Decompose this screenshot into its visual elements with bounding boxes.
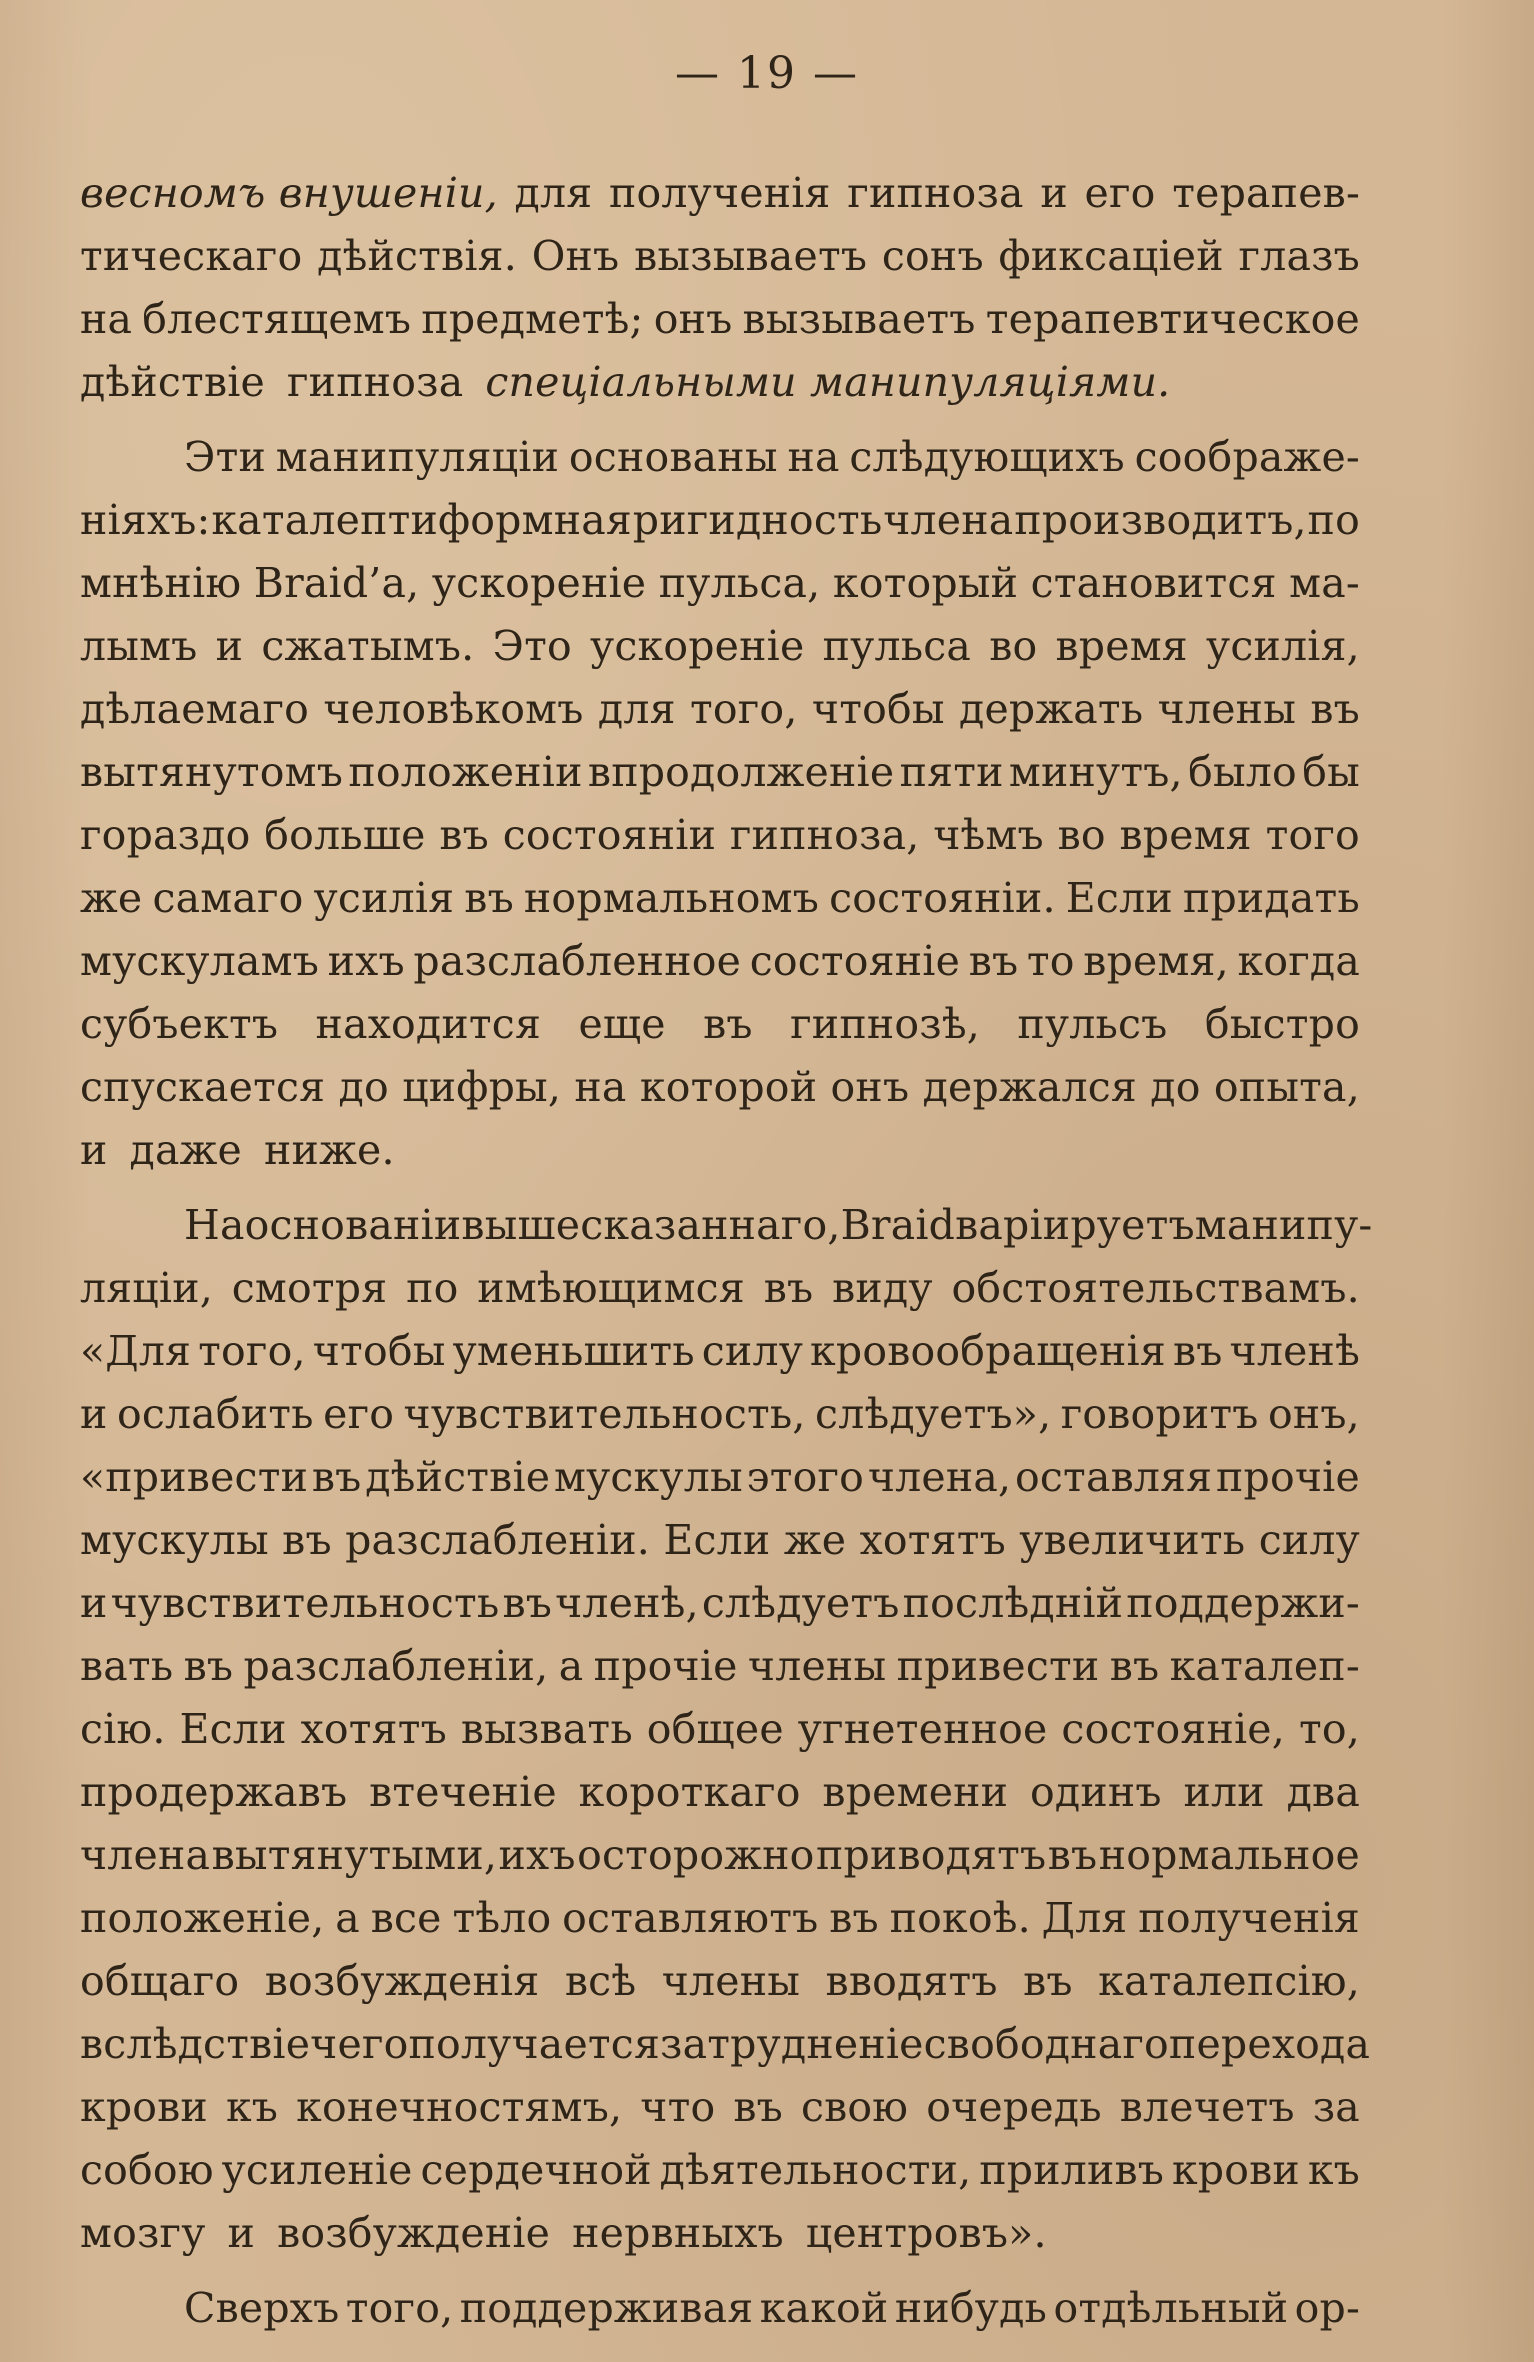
- word: увеличить: [1019, 1516, 1246, 1564]
- text-line: [80, 1056, 1360, 1119]
- word: же: [80, 874, 143, 922]
- word: слѣдующихъ: [849, 433, 1125, 481]
- word: вслѣдствіе: [80, 2020, 311, 2068]
- word: поддерживая: [459, 2284, 754, 2332]
- word: основаны: [568, 433, 778, 481]
- word: и: [227, 2209, 256, 2257]
- word: въ: [968, 937, 1019, 985]
- word: когда: [1237, 937, 1360, 985]
- word: въ: [1172, 1327, 1223, 1375]
- word: состояніи.: [829, 874, 1056, 922]
- word: гипноза: [847, 169, 1024, 217]
- word: осторожно: [577, 1831, 815, 1879]
- text-line: [80, 1761, 1360, 1824]
- word: на: [80, 295, 133, 343]
- word: возбужденіе: [277, 2209, 551, 2257]
- word: блестящемъ: [142, 295, 412, 343]
- word: получается: [408, 2020, 661, 2068]
- text-line: [80, 1572, 1360, 1635]
- word: уменьшить: [452, 1327, 695, 1375]
- word: онъ,: [1267, 1390, 1360, 1438]
- word: прочіе: [593, 1642, 738, 1690]
- word: вать: [80, 1642, 174, 1690]
- word: гораздо: [80, 811, 251, 859]
- word: ригидность: [632, 496, 883, 544]
- word: положеніи: [348, 748, 583, 796]
- word: состояніе: [749, 937, 961, 985]
- word: на: [574, 1063, 627, 1111]
- word: сію.: [80, 1705, 166, 1753]
- word: еще: [578, 1000, 666, 1048]
- word: ор-: [1294, 2284, 1360, 2332]
- word: вытянутомъ: [80, 748, 344, 796]
- word: даже: [129, 1126, 243, 1174]
- word: ускореніе: [431, 559, 647, 607]
- word: имѣющимся: [477, 1264, 745, 1312]
- text-line: [80, 1824, 1360, 1887]
- word: сердечной: [420, 2146, 652, 2194]
- word: мозгу: [80, 2209, 206, 2257]
- word: крови: [80, 2083, 208, 2131]
- word: хотятъ: [300, 1705, 447, 1753]
- word: минутъ,: [1008, 748, 1183, 796]
- word: ниже.: [264, 1126, 395, 1174]
- word: въ: [1047, 1831, 1098, 1879]
- word: тѣло: [452, 1894, 552, 1942]
- word: возбужденія: [264, 1957, 540, 2005]
- word: полученія: [608, 169, 831, 217]
- word: пяти: [899, 748, 1004, 796]
- word: ослабить: [116, 1390, 314, 1438]
- word: Если: [663, 1516, 771, 1564]
- word: въ: [1310, 685, 1360, 733]
- text-line: [80, 2202, 1360, 2265]
- word: что: [640, 2083, 716, 2131]
- word: говоритъ: [1060, 1390, 1259, 1438]
- text-line: [80, 225, 1360, 288]
- word: поддержи-: [1126, 1579, 1360, 1627]
- word: крови: [1171, 2146, 1300, 2194]
- word: вызываетъ: [742, 295, 976, 343]
- word: каталепсію,: [1098, 1957, 1360, 2005]
- word: по: [1307, 496, 1360, 544]
- word: члена: [80, 1831, 211, 1879]
- word: соображе-: [1134, 433, 1360, 481]
- text-line: [80, 2139, 1360, 2202]
- word: членѣ,: [555, 1579, 699, 1627]
- word: состояніи: [502, 811, 717, 859]
- word: перехода: [1168, 2020, 1371, 2068]
- word: до: [338, 1063, 389, 1111]
- word: дѣятельности,: [659, 2146, 972, 2194]
- word: для: [514, 169, 593, 217]
- word: слѣдуетъ: [701, 1579, 900, 1627]
- word: этого: [746, 1453, 865, 1501]
- word: въ: [311, 1453, 362, 1501]
- word: варіируетъ: [955, 1201, 1195, 1249]
- word: дѣлаемаго: [80, 685, 310, 733]
- word: его: [323, 1390, 395, 1438]
- word: Эти: [184, 433, 266, 481]
- word: въ: [502, 1579, 553, 1627]
- italic-word: весномъ внушеніи,: [80, 169, 498, 217]
- word: члены: [747, 1642, 887, 1690]
- text-line: [80, 552, 1360, 615]
- word: находится: [315, 1000, 542, 1048]
- text-line: [80, 804, 1360, 867]
- word: по: [406, 1264, 459, 1312]
- word: Если: [1065, 874, 1173, 922]
- text-line: [80, 489, 1360, 552]
- word: мускулы: [553, 1453, 743, 1501]
- word: въ: [1109, 1642, 1160, 1690]
- word: въ: [733, 2083, 783, 2131]
- word: членѣ: [1229, 1327, 1360, 1375]
- word: собою: [80, 2146, 214, 2194]
- word: во: [1057, 811, 1106, 859]
- word: во: [989, 622, 1038, 670]
- word: же: [783, 1516, 847, 1564]
- word: ма-: [1289, 559, 1360, 607]
- word: пульса,: [658, 559, 821, 607]
- word: все: [370, 1894, 442, 1942]
- italic-word: спеціальными манипуляціями.: [485, 358, 1171, 406]
- word: каталеп-: [1169, 1642, 1360, 1690]
- word: было: [1188, 748, 1297, 796]
- word: члены: [1157, 685, 1297, 733]
- word: или: [1183, 1768, 1265, 1816]
- word: то,: [1298, 1705, 1360, 1753]
- word: затрудненіе: [660, 2020, 924, 2068]
- word: въ: [703, 1000, 753, 1048]
- word: продержавъ: [80, 1768, 348, 1816]
- word: оставляютъ: [562, 1894, 819, 1942]
- text-line: [80, 1509, 1360, 1572]
- word: дѣйствіе: [365, 1453, 551, 1501]
- word: Для: [1041, 1894, 1128, 1942]
- word: спускается: [80, 1063, 326, 1111]
- word: нормальное: [1098, 1831, 1360, 1879]
- word: то: [1026, 937, 1075, 985]
- word: кровообращенія: [810, 1327, 1166, 1375]
- word: а: [558, 1642, 584, 1690]
- word: виду: [832, 1264, 933, 1312]
- word: пульса: [822, 622, 972, 670]
- word: Braid’a,: [253, 559, 420, 607]
- word: быстро: [1204, 1000, 1360, 1048]
- word: въ: [829, 1894, 879, 1942]
- word: угнетенное: [797, 1705, 1048, 1753]
- word: чѣмъ: [933, 811, 1044, 859]
- word: время: [1119, 811, 1252, 859]
- text-line: [80, 1446, 1360, 1509]
- word: очередь: [926, 2083, 1102, 2131]
- word: ихъ: [498, 1831, 576, 1879]
- word: въ: [183, 1642, 234, 1690]
- word: тическаго: [80, 232, 303, 280]
- word: послѣдній: [902, 1579, 1124, 1627]
- word: приливъ: [979, 2146, 1165, 2194]
- word: впродолженіе: [587, 748, 895, 796]
- word: Сверхъ: [184, 2284, 340, 2332]
- word: положеніе,: [80, 1894, 325, 1942]
- word: больше: [264, 811, 426, 859]
- word: мускуламъ: [80, 937, 319, 985]
- word: того,: [345, 2284, 454, 2332]
- text-line: [80, 2013, 1371, 2076]
- word: въ: [282, 1516, 332, 1564]
- text-line: [80, 2076, 1360, 2139]
- word: какой: [759, 2284, 889, 2332]
- word: который: [832, 559, 1019, 607]
- word: въ: [464, 874, 514, 922]
- word: всѣ: [564, 1957, 637, 2005]
- word: Онъ: [531, 232, 620, 280]
- word: манипу-: [1194, 1201, 1373, 1249]
- word: того,: [198, 1327, 306, 1375]
- word: вышесказаннаго,: [461, 1201, 841, 1249]
- word: смотря: [231, 1264, 388, 1312]
- word: два: [1286, 1768, 1360, 1816]
- word: разслабленіи.: [345, 1516, 651, 1564]
- word: его: [1084, 169, 1156, 217]
- word: производитъ,: [1014, 496, 1307, 544]
- word: усилія,: [1206, 622, 1360, 670]
- word: гипнозѣ,: [790, 1000, 980, 1048]
- word: Если: [179, 1705, 287, 1753]
- word: держать: [959, 685, 1144, 733]
- word: и: [80, 1126, 108, 1174]
- word: члена,: [867, 1453, 1012, 1501]
- word: прочіе: [1216, 1453, 1360, 1501]
- word: бы: [1302, 748, 1360, 796]
- text-line: [80, 1320, 1360, 1383]
- word: отдѣльный: [1053, 2284, 1289, 2332]
- word: дѣйствія.: [317, 232, 517, 280]
- page-number: — 19 —: [675, 48, 859, 99]
- word: субъектъ: [80, 1000, 279, 1048]
- page-text-body: [80, 162, 1373, 2340]
- word: влечетъ: [1119, 2083, 1295, 2131]
- text-line: [80, 426, 1360, 489]
- word: чтобы: [811, 685, 945, 733]
- word: втеченіе: [369, 1768, 557, 1816]
- word: и: [215, 622, 244, 670]
- word: терапев-: [1172, 169, 1360, 217]
- word: мнѣнію: [80, 559, 242, 607]
- word: вытянутыми,: [211, 1831, 498, 1879]
- word: усиленіе: [221, 2146, 413, 2194]
- word: обстоятельствамъ.: [951, 1264, 1360, 1312]
- word: хотятъ: [859, 1516, 1006, 1564]
- word: нервныхъ: [572, 2209, 784, 2257]
- word: чувствительность,: [403, 1390, 806, 1438]
- word: свободнаго: [923, 2020, 1169, 2068]
- word: каталептиформная: [211, 496, 632, 544]
- text-line: [80, 2277, 1360, 2340]
- word: «привести: [80, 1453, 309, 1501]
- word: силу: [1258, 1516, 1360, 1564]
- word: полученія: [1138, 1894, 1360, 1942]
- word: до: [1150, 1063, 1201, 1111]
- word: становится: [1030, 559, 1277, 607]
- word: короткаго: [578, 1768, 801, 1816]
- word: пульсъ: [1017, 1000, 1168, 1048]
- word: для: [597, 685, 676, 733]
- word: и: [80, 1579, 108, 1627]
- word: центровъ».: [805, 2209, 1047, 2257]
- text-line: [80, 162, 1360, 225]
- text-line: [80, 1194, 1373, 1257]
- word: самаго: [152, 874, 304, 922]
- word: на: [787, 433, 840, 481]
- word: «Для: [80, 1327, 192, 1375]
- word: дѣйствіе: [80, 358, 265, 406]
- word: общее: [646, 1705, 784, 1753]
- word: и: [1040, 169, 1068, 217]
- word: сонъ: [881, 232, 984, 280]
- word: гипноза,: [729, 811, 920, 859]
- text-line: [80, 1635, 1360, 1698]
- word: усилія: [313, 874, 455, 922]
- word: онъ: [830, 1063, 910, 1111]
- word: опыта,: [1213, 1063, 1360, 1111]
- word: вызвать: [460, 1705, 633, 1753]
- word: придать: [1182, 874, 1360, 922]
- word: за: [1312, 2083, 1360, 2131]
- word: состояніе,: [1061, 1705, 1285, 1753]
- word: сжатымъ.: [261, 622, 475, 670]
- word: ускореніе: [590, 622, 805, 670]
- word: ляціи,: [80, 1264, 213, 1312]
- word: въ: [1023, 1957, 1073, 2005]
- text-line: [80, 930, 1360, 993]
- word: оставляя: [1015, 1453, 1213, 1501]
- word: Это: [492, 622, 572, 670]
- word: и: [80, 1390, 108, 1438]
- word: привести: [896, 1642, 1100, 1690]
- word: чтобы: [312, 1327, 446, 1375]
- word: того,: [689, 685, 798, 733]
- word: цифры,: [402, 1063, 562, 1111]
- text-line: [80, 1119, 1360, 1182]
- word: которой: [639, 1063, 818, 1111]
- text-line: [80, 1383, 1360, 1446]
- text-line: [80, 678, 1360, 741]
- word: члена: [883, 496, 1014, 544]
- word: разслабленіи,: [243, 1642, 549, 1690]
- word: къ: [1307, 2146, 1360, 2194]
- word: силу: [701, 1327, 804, 1375]
- word: приводятъ: [815, 1831, 1047, 1879]
- word: манипуляціи: [275, 433, 560, 481]
- word: На: [184, 1201, 245, 1249]
- word: одинъ: [1030, 1768, 1162, 1816]
- word: въ: [763, 1264, 814, 1312]
- word: онъ: [653, 295, 733, 343]
- word: того: [1265, 811, 1360, 859]
- word: лымъ: [80, 622, 198, 670]
- word: терапевтическое: [985, 295, 1360, 343]
- word: глазъ: [1238, 232, 1360, 280]
- word: члены: [661, 1957, 801, 2005]
- word: человѣкомъ: [323, 685, 584, 733]
- word: разслабленное: [413, 937, 742, 985]
- word: гипноза: [287, 358, 464, 406]
- word: мускулы: [80, 1516, 269, 1564]
- word: времени: [822, 1768, 1009, 1816]
- word: вводятъ: [825, 1957, 998, 2005]
- word: къ: [225, 2083, 279, 2131]
- word: время,: [1083, 937, 1229, 985]
- word: а: [335, 1894, 360, 1942]
- word: держался: [922, 1063, 1137, 1111]
- word: фиксаціей: [998, 232, 1224, 280]
- text-line: [80, 1887, 1360, 1950]
- text-line: [80, 1698, 1360, 1761]
- word: ніяхъ:: [80, 496, 211, 544]
- text-line: [80, 288, 1360, 351]
- word: слѣдуетъ»,: [815, 1390, 1052, 1438]
- text-line: [80, 615, 1360, 678]
- word: вызываетъ: [634, 232, 868, 280]
- text-line: [80, 867, 1360, 930]
- word: общаго: [80, 1957, 240, 2005]
- text-line: [80, 741, 1360, 804]
- word: конечностямъ,: [296, 2083, 623, 2131]
- word: покоѣ.: [889, 1894, 1031, 1942]
- word: основаніи: [244, 1201, 462, 1249]
- text-line: [80, 993, 1360, 1056]
- word: время: [1055, 622, 1188, 670]
- word: ихъ: [327, 937, 405, 985]
- word: Braid: [840, 1201, 956, 1249]
- word: чувствительность: [110, 1579, 500, 1627]
- word: предметѣ;: [421, 295, 644, 343]
- word: нормальномъ: [523, 874, 820, 922]
- text-line: [80, 1950, 1360, 2013]
- word: чего: [310, 2020, 409, 2068]
- word: въ: [439, 811, 489, 859]
- text-line: [80, 351, 1360, 414]
- word: нибудь: [894, 2284, 1048, 2332]
- text-line: [80, 1257, 1360, 1320]
- word: свою: [800, 2083, 909, 2131]
